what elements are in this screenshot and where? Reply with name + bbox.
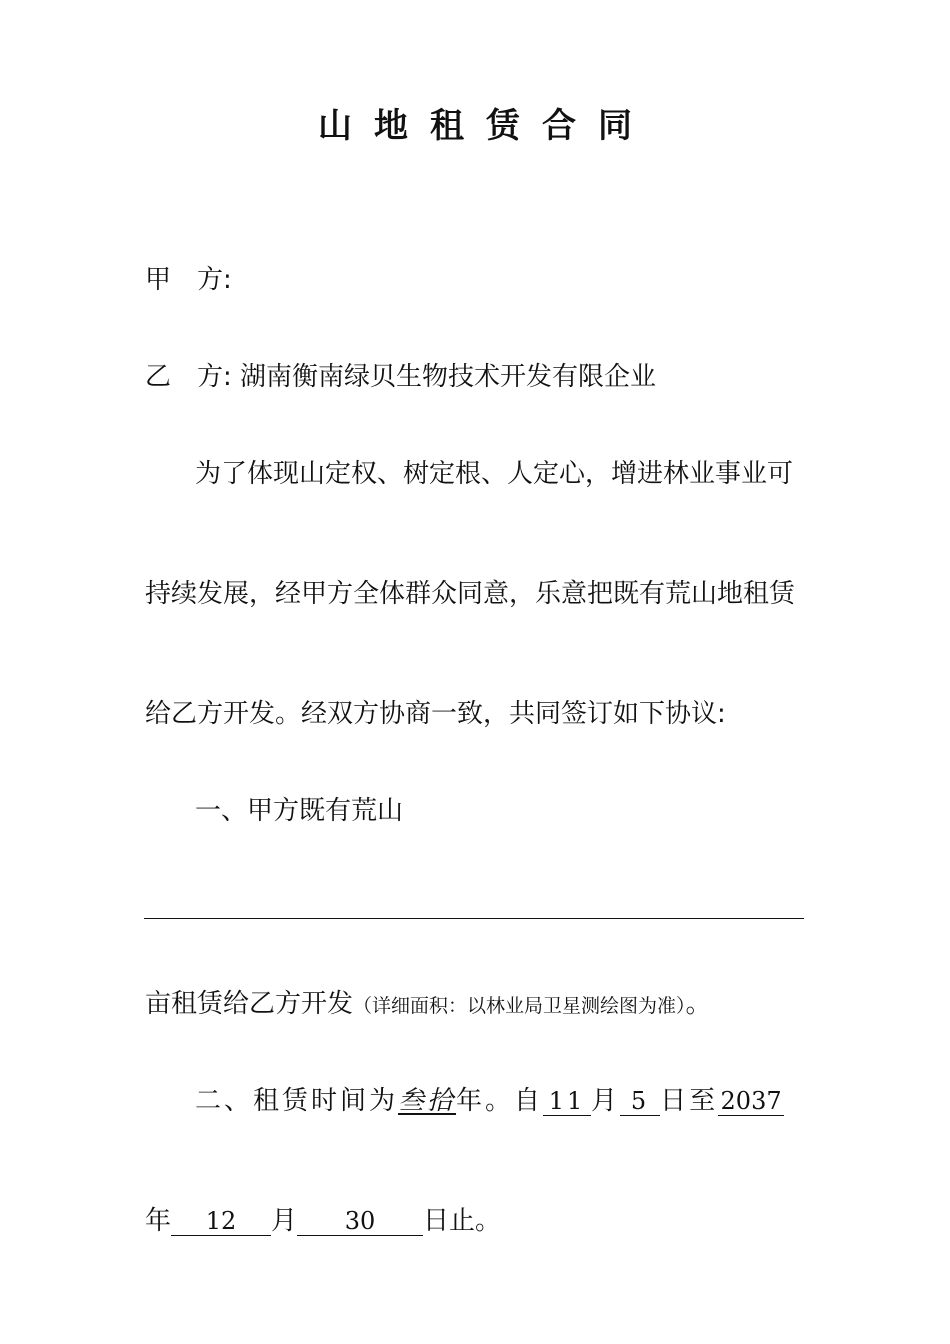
- party-b-label: 乙 方:: [145, 362, 232, 392]
- start-day-blank: 5: [620, 1087, 660, 1116]
- clause-2-line-2: [145, 1205, 501, 1237]
- clause-1-note: （详细面积：以林业局卫星测绘图为准）: [353, 995, 686, 1017]
- intro-line-2: 持续发展，经甲方全体群众同意，乐意把既有荒山地租赁: [145, 579, 796, 609]
- clause-2-line-1: [195, 1085, 784, 1117]
- intro-line-3: 给乙方开发。经双方协商一致，共同签订如下协议:: [145, 699, 726, 729]
- clause-1-end: 。: [685, 989, 712, 1019]
- month-label: 月: [591, 1086, 621, 1116]
- end-label: 日止。: [423, 1206, 502, 1236]
- lease-years: 叁拾: [398, 1086, 457, 1116]
- end-day-blank: 30: [297, 1207, 423, 1236]
- end-month-blank: 12: [171, 1207, 271, 1236]
- clause-2-after-years: 年。自: [456, 1086, 544, 1116]
- clause-2-prefix: 二、租赁时间为: [195, 1086, 399, 1116]
- year-label: 年: [145, 1206, 172, 1236]
- day-to-label: 日至: [660, 1086, 719, 1116]
- start-month-blank: 11: [543, 1087, 591, 1116]
- clause-1-heading: 一、甲方既有荒山: [195, 796, 404, 826]
- party-b-line: [145, 361, 656, 393]
- end-year-blank: 2037: [718, 1087, 784, 1116]
- intro-line-1: 为了体现山定权、树定根、人定心，增进林业事业可: [195, 459, 794, 489]
- party-a-label: 甲 方:: [145, 265, 232, 295]
- clause-1-line-2: [145, 988, 712, 1022]
- clause-1-main-text: 亩租赁给乙方开发: [145, 989, 354, 1019]
- end-month-label: 月: [271, 1206, 298, 1236]
- party-a-line: [145, 264, 232, 296]
- area-blank-line: [144, 918, 804, 919]
- document-title: 山地租赁合同: [318, 106, 654, 146]
- party-b-value: 湖南衡南绿贝生物技术开发有限企业: [240, 362, 657, 392]
